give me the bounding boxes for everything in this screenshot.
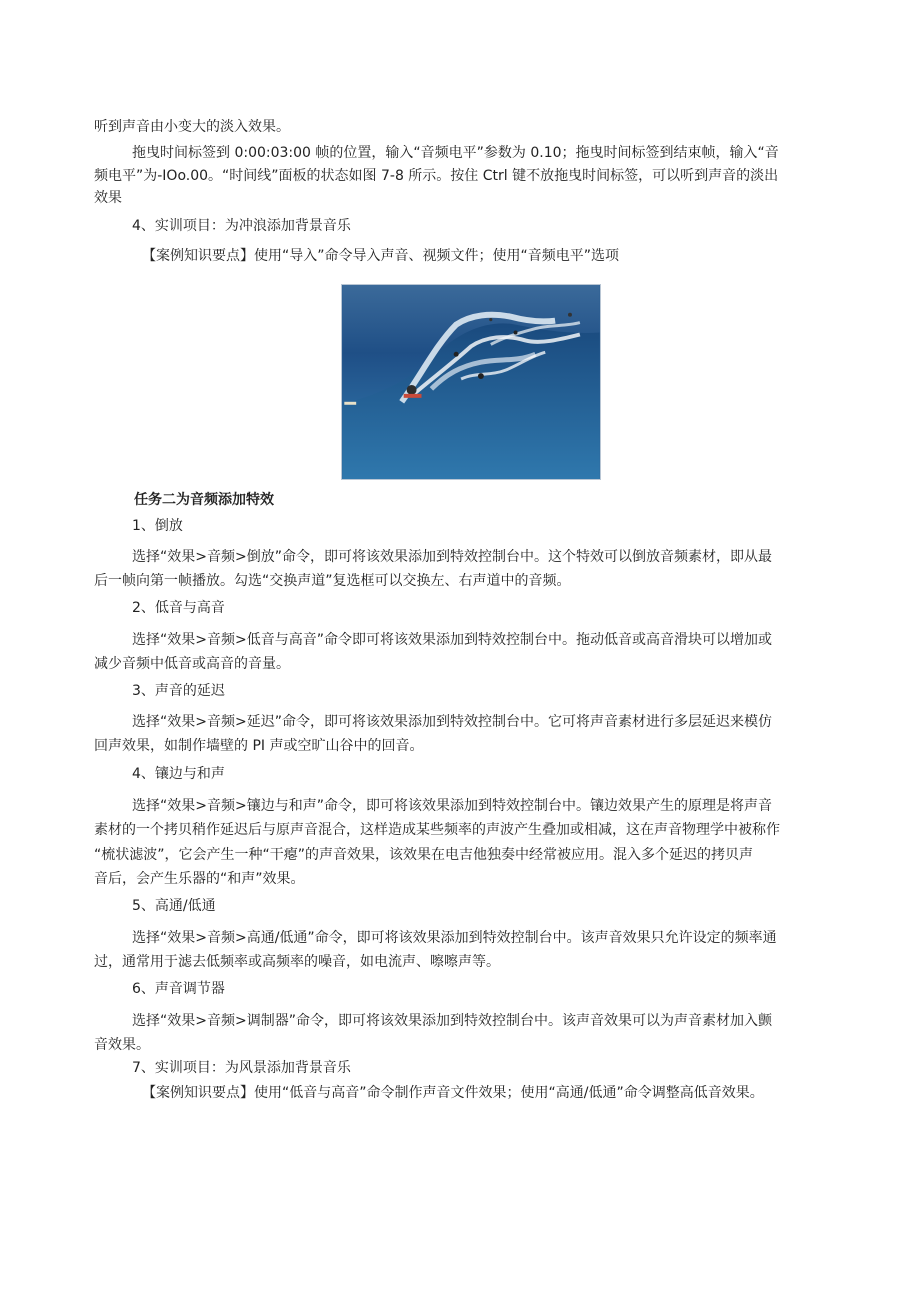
- item2-text-line2: 减少音频中低音或高音的音量。: [94, 656, 290, 672]
- item6-text-line2: 音效果。: [94, 1037, 150, 1053]
- paragraph-fade-out-line2: 频电平”为-IOo.00。“时间线”面板的状态如图 7-8 所示。按住 Ctrl 键不放拖曳时间标签，可以听到声音的淡出: [94, 168, 779, 184]
- item4-case-points: 【案例知识要点】使用“导入”命令导入声音、视频文件；使用“音频电平”选项: [142, 248, 620, 264]
- item4-text-line3: “梳状滤波”，它会产生一种“干瘪”的声音效果，该效果在电吉他独奏中经常被应用。混入多个延迟的拷贝声: [94, 847, 754, 863]
- item5-heading: 5、高通/低通: [132, 898, 216, 914]
- item4-surf-heading: 4、实训项目：为冲浪添加背景音乐: [132, 218, 351, 234]
- paragraph-fade-out-line3: 效果: [94, 190, 122, 206]
- item3-text-line1: 选择“效果>音频>延迟”命令，即可将该效果添加到特效控制台中。它可将声音素材进行多层延迟来模仿: [132, 714, 772, 730]
- item1-text-line1: 选择“效果>音频>倒放”命令，即可将该效果添加到特效控制台中。这个特效可以倒放音频素材，即从最: [132, 549, 772, 565]
- paragraph-fade-in-end: 听到声音由小变大的淡入效果。: [94, 119, 290, 135]
- item6-text-line1: 选择“效果>音频>调制器”命令，即可将该效果添加到特效控制台中。该声音效果可以为声音素材加入颤: [132, 1013, 772, 1029]
- surfing-photo-icon: [341, 284, 601, 480]
- item7-case-points: 【案例知识要点】使用“低音与高音”命令制作声音文件效果；使用“高通/低通”命令调整高低音效果。: [142, 1085, 764, 1101]
- item1-heading: 1、倒放: [132, 518, 183, 534]
- item6-heading: 6、声音调节器: [132, 981, 225, 997]
- item3-heading: 3、声音的延迟: [132, 683, 225, 699]
- item3-text-line2: 回声效果，如制作墙壁的 PI 声或空旷山谷中的回音。: [94, 738, 424, 754]
- item7-heading: 7、实训项目：为风景添加背景音乐: [132, 1060, 351, 1076]
- item5-text-line2: 过，通常用于滤去低频率或高频率的噪音，如电流声、嚓嚓声等。: [94, 954, 500, 970]
- item2-heading: 2、低音与高音: [132, 600, 225, 616]
- section-title: 任务二为音频添加特效: [134, 492, 274, 508]
- item2-text-line1: 选择“效果>音频>低音与高音”命令即可将该效果添加到特效控制台中。拖动低音或高音滑块可以增加或: [132, 632, 772, 648]
- item4-text-line2: 素材的一个拷贝稍作延迟后与原声音混合，这样造成某些频率的声波产生叠加或相减，这在声音物理学中被称作: [94, 822, 780, 838]
- item1-text-line2: 后一帧向第一帧播放。勾选“交换声道”复选框可以交换左、右声道中的音频。: [94, 573, 571, 589]
- item5-text-line1: 选择“效果>音频>高通/低通”命令，即可将该效果添加到特效控制台中。该声音效果只允许设定的频率通: [132, 930, 777, 946]
- item4-text-line1: 选择“效果>音频>镶边与和声”命令，即可将该效果添加到特效控制台中。镶边效果产生的原理是将声音: [132, 798, 772, 814]
- item4-heading: 4、镶边与和声: [132, 766, 225, 782]
- paragraph-fade-out-line1: 拖曳时间标签到 0:00:03:00 帧的位置，输入“音频电平”参数为 0.10；拖曳时间标签到结束帧，输入“音: [132, 145, 779, 161]
- item4-text-line4: 音后，会产生乐器的“和声”效果。: [94, 871, 305, 887]
